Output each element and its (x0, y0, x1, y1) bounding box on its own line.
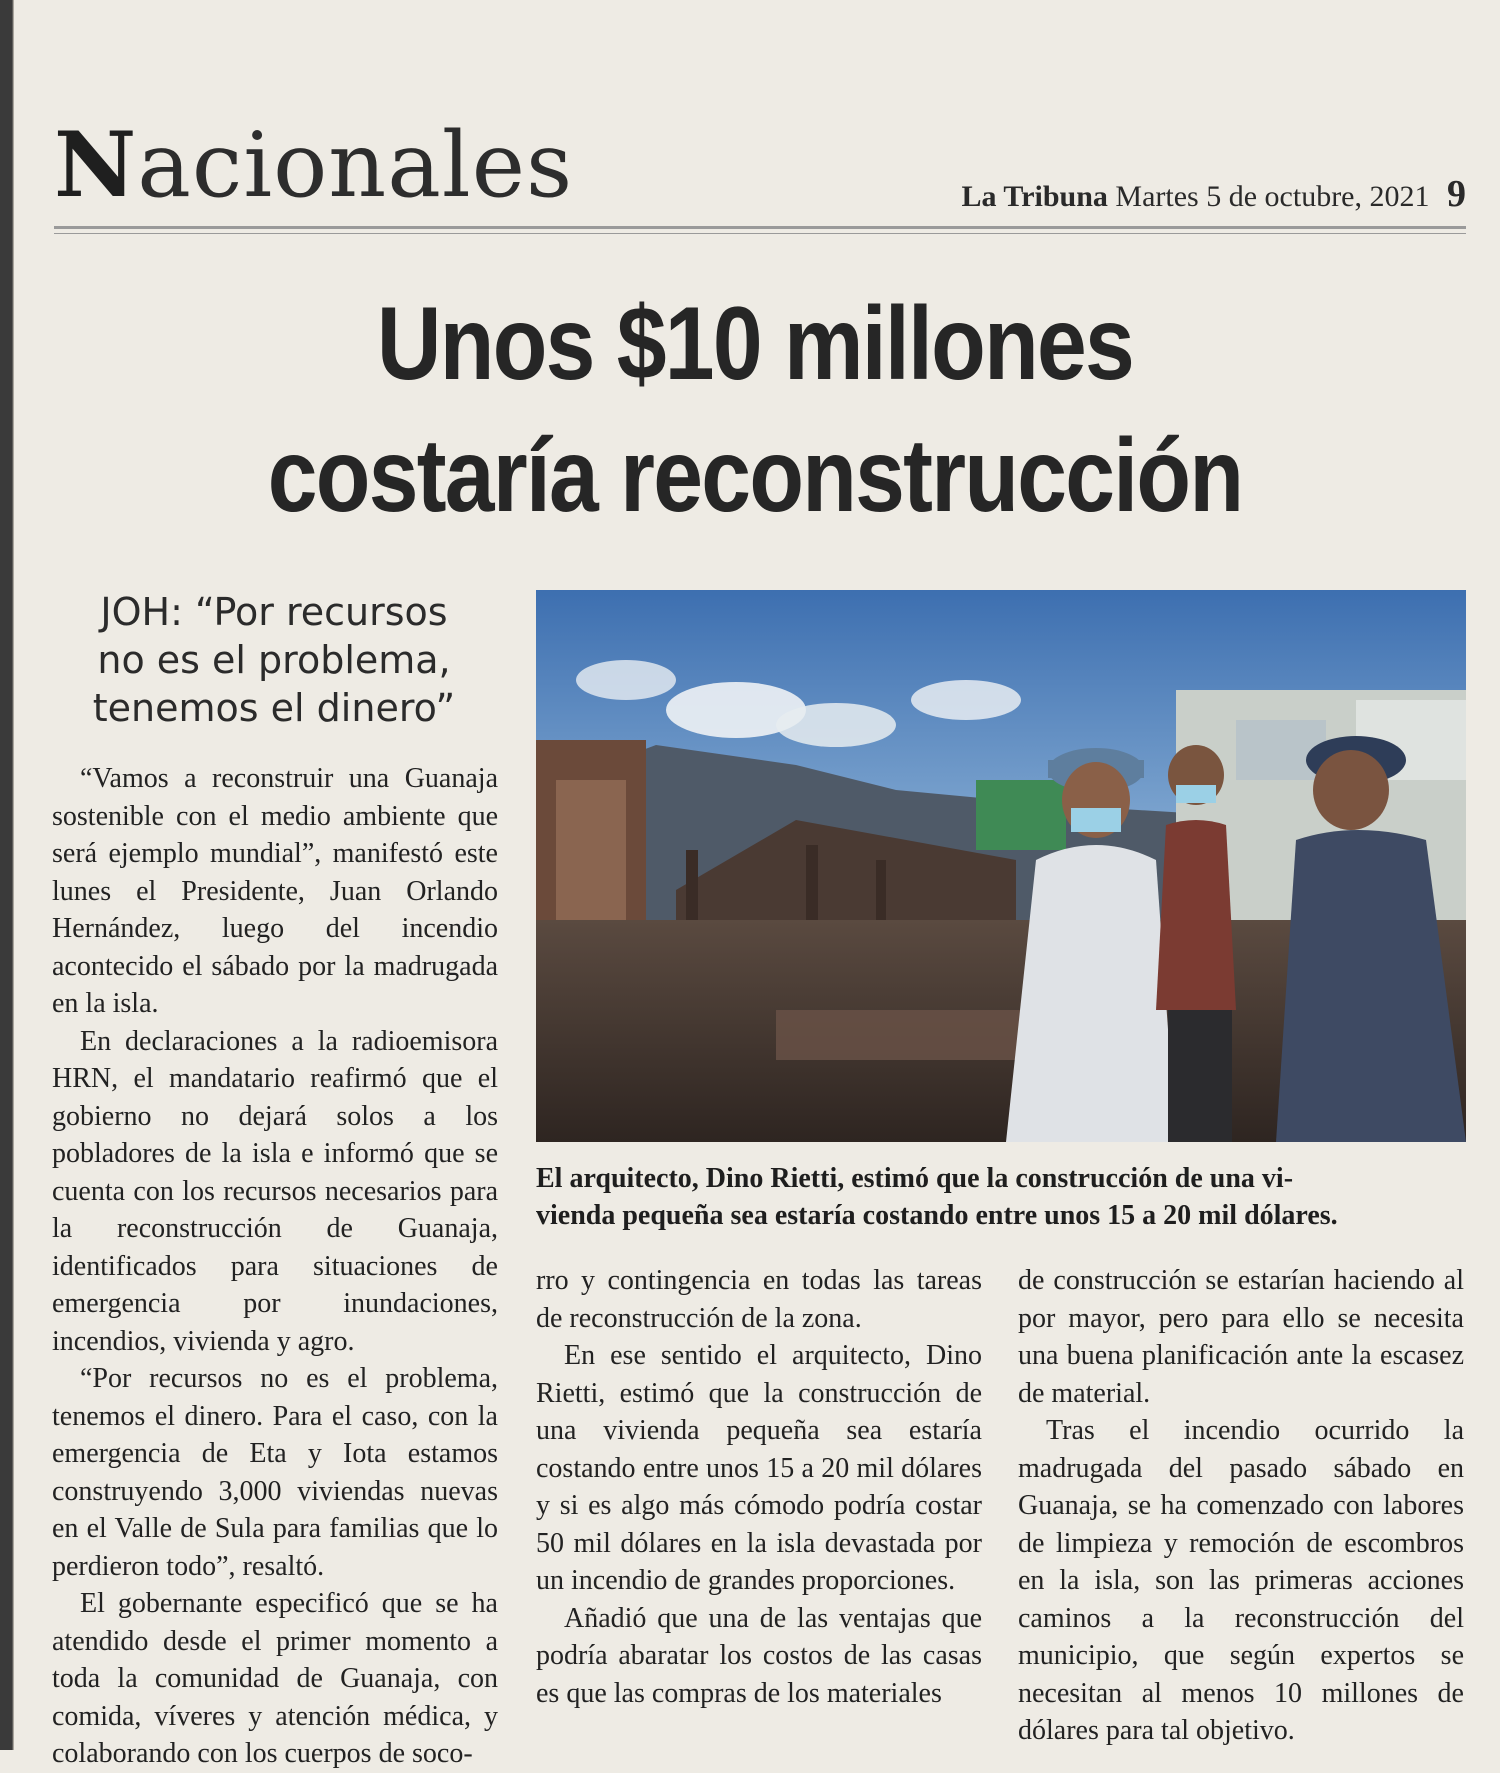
paragraph: En declaraciones a la radioemisora HRN, el mandatario reafirmó que el gobierno no dejará solos a los pobladores de la isla e informó que se cuenta con los recursos necesarios para la reconstrucción de Guanaja, identificados para situaciones de emergencia por inundaciones, incendios, vivienda y agro. (52, 1025, 498, 1357)
article-column-3 (1018, 1262, 1464, 1750)
masthead-info (961, 172, 1466, 216)
paragraph: rro y contingencia en todas las tareas de reconstrucción de la zona. (536, 1265, 982, 1334)
paper-name: La Tribuna (961, 180, 1108, 213)
article-column-2 (536, 1262, 982, 1712)
paragraph: Tras el incendio ocurrido la madrugada del pasado sábado en Guanaja, se ha comenzado con labores de limpieza y remoción de escombros en la isla, son las primeras acciones caminos a la reconstrucción del municipio, que según expertos se necesitan al menos 10 millones de dólares para tal objetivo. (1018, 1415, 1464, 1746)
subheadline-line-2: no es el problema, (97, 638, 451, 682)
section-title-initial: N (54, 112, 138, 218)
page-number: 9 (1447, 173, 1466, 215)
header-rule-thin (54, 233, 1466, 234)
subheadline (54, 588, 494, 732)
paragraph: de construcción se estarían haciendo al por mayor, pero para ello se necesita una buena planificación ante la escasez de material. (1018, 1265, 1464, 1409)
headline-line-2: costaría reconstrucción (267, 418, 1243, 534)
header-rule (54, 226, 1466, 229)
subheadline-line-3: tenemos el dinero” (92, 686, 456, 730)
article-photo (536, 590, 1466, 1142)
paragraph: “Vamos a reconstruir una Guanaja sostenible con el medio ambiente que será ejemplo mundial”, manifestó este lunes el Presidente, Juan Orlando Hernández, luego del incendio acontecido el sábado por la madrugada en la isla. (52, 763, 498, 1019)
section-title-rest: acionales (137, 113, 574, 218)
subheadline-line-1: JOH: “Por recursos (100, 590, 448, 634)
photo-caption-line-2: vienda pequeña sea estaría costando entre unos 15 a 20 mil dólares. (536, 1200, 1338, 1231)
section-title (54, 112, 574, 218)
headline-line-1: Unos $10 millones (376, 286, 1134, 402)
photo-illustration (536, 590, 1466, 1142)
paragraph: El gobernante especificó que se ha atendido desde el primer momento a toda la comunidad de Guanaja, con comida, víveres y atención médica, y colaborando con los cuerpos de soco- (52, 1588, 498, 1769)
photo-caption (536, 1160, 1466, 1234)
issue-date: Martes 5 de octubre, 2021 (1115, 180, 1430, 213)
headline (140, 278, 1370, 542)
paragraph: En ese sentido el arquitecto, Dino Rietti, estimó que la construcción de una vivienda pequeña sea estaría costando entre unos 15 a 20 mil dólares y si es algo más cómodo podría costar 50 mil dólares en la isla devastada por un incendio de grandes proporciones. (536, 1340, 982, 1596)
paragraph: “Por recursos no es el problema, tenemos el dinero. Para el caso, con la emergencia de Eta y Iota estamos construyendo 3,000 viviendas nuevas en el Valle de Sula para familias que lo perdieron todo”, resaltó. (52, 1363, 498, 1582)
article-column-1 (52, 760, 498, 1773)
paragraph: Añadió que una de las ventajas que podría abaratar los costos de las casas es que las compras de los materiales (536, 1602, 982, 1709)
photo-caption-line-1: El arquitecto, Dino Rietti, estimó que la construcción de una vi- (536, 1163, 1294, 1194)
